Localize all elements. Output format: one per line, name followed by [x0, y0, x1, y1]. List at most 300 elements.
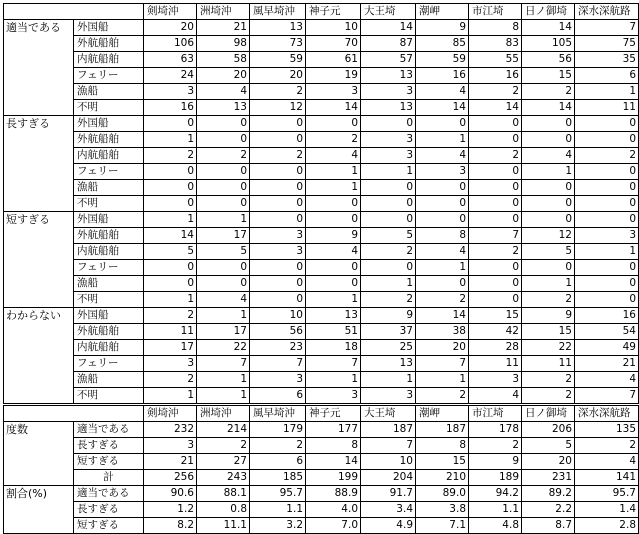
data-cell[interactable]: 7 — [197, 356, 250, 372]
data-cell[interactable]: 4 — [306, 148, 361, 164]
data-cell[interactable]: 1 — [522, 164, 575, 180]
data-cell[interactable]: 0 — [575, 164, 639, 180]
data-cell[interactable]: 0 — [250, 196, 306, 212]
data-cell[interactable]: 15 — [522, 324, 575, 340]
corner-cell[interactable] — [4, 4, 144, 20]
data-cell[interactable]: 0 — [416, 180, 469, 196]
data-cell[interactable]: 0 — [416, 212, 469, 228]
data-cell[interactable]: 16 — [469, 68, 522, 84]
data-cell[interactable]: 4.8 — [469, 518, 522, 534]
column-header[interactable]: 日ノ御埼 — [522, 4, 575, 20]
data-cell[interactable]: 8 — [306, 438, 361, 454]
data-cell[interactable]: 0 — [361, 116, 416, 132]
row-label[interactable]: 長すぎる — [74, 502, 144, 518]
total-cell[interactable]: 189 — [469, 470, 522, 486]
data-cell[interactable]: 14 — [522, 100, 575, 116]
data-cell[interactable]: 0 — [469, 196, 522, 212]
data-cell[interactable]: 2 — [250, 438, 306, 454]
data-cell[interactable]: 0 — [522, 180, 575, 196]
data-cell[interactable]: 177 — [306, 422, 361, 438]
data-cell[interactable]: 0 — [144, 164, 197, 180]
data-cell[interactable]: 89.2 — [522, 486, 575, 502]
data-cell[interactable]: 9 — [469, 454, 522, 470]
data-cell[interactable]: 63 — [144, 52, 197, 68]
data-cell[interactable]: 9 — [306, 228, 361, 244]
data-cell[interactable]: 70 — [306, 36, 361, 52]
data-cell[interactable]: 10 — [306, 20, 361, 36]
data-cell[interactable]: 7 — [469, 228, 522, 244]
data-cell[interactable]: 8.2 — [144, 518, 197, 534]
data-cell[interactable]: 214 — [197, 422, 250, 438]
data-cell[interactable]: 2 — [522, 292, 575, 308]
row-label[interactable]: 内航船舶 — [74, 244, 144, 260]
data-cell[interactable]: 3 — [361, 132, 416, 148]
column-header[interactable]: 洲埼沖 — [197, 405, 250, 422]
data-cell[interactable]: 1 — [361, 372, 416, 388]
data-cell[interactable]: 3 — [361, 148, 416, 164]
row-label[interactable]: 適当である — [74, 486, 144, 502]
data-cell[interactable]: 20 — [522, 454, 575, 470]
data-cell[interactable]: 0 — [361, 212, 416, 228]
column-header[interactable]: 風早埼沖 — [250, 405, 306, 422]
data-cell[interactable]: 1 — [144, 388, 197, 405]
data-cell[interactable]: 2 — [197, 148, 250, 164]
data-cell[interactable]: 4 — [575, 454, 639, 470]
row-label[interactable]: 漁船 — [74, 180, 144, 196]
column-header[interactable]: 洲埼沖 — [197, 4, 250, 20]
data-cell[interactable]: 13 — [361, 68, 416, 84]
data-cell[interactable]: 1 — [575, 244, 639, 260]
data-cell[interactable]: 4.9 — [361, 518, 416, 534]
data-cell[interactable]: 91.7 — [361, 486, 416, 502]
data-cell[interactable]: 2 — [469, 438, 522, 454]
data-cell[interactable]: 20 — [250, 68, 306, 84]
column-header[interactable]: 深水深航路 — [575, 4, 639, 20]
data-cell[interactable]: 2 — [144, 372, 197, 388]
data-cell[interactable]: 3.8 — [416, 502, 469, 518]
data-cell[interactable]: 2 — [469, 148, 522, 164]
row-label[interactable]: 漁船 — [74, 372, 144, 388]
data-cell[interactable]: 4 — [575, 372, 639, 388]
group-label[interactable]: 適当である — [4, 20, 74, 116]
data-cell[interactable]: 0 — [306, 196, 361, 212]
data-cell[interactable]: 2.2 — [522, 502, 575, 518]
data-cell[interactable]: 178 — [469, 422, 522, 438]
data-cell[interactable]: 0 — [197, 276, 250, 292]
data-cell[interactable]: 98 — [197, 36, 250, 52]
data-cell[interactable]: 7 — [575, 20, 639, 36]
data-cell[interactable]: 0 — [575, 196, 639, 212]
data-cell[interactable]: 7.1 — [416, 518, 469, 534]
data-cell[interactable]: 0 — [575, 260, 639, 276]
data-cell[interactable]: 3 — [250, 244, 306, 260]
data-cell[interactable]: 2 — [522, 84, 575, 100]
data-cell[interactable]: 85 — [416, 36, 469, 52]
row-label[interactable]: フェリー — [74, 260, 144, 276]
data-cell[interactable]: 12 — [250, 100, 306, 116]
column-header[interactable]: 市江埼 — [469, 4, 522, 20]
data-cell[interactable]: 2 — [575, 438, 639, 454]
total-label[interactable]: 計 — [74, 470, 144, 486]
data-cell[interactable]: 5 — [361, 228, 416, 244]
data-cell[interactable]: 13 — [250, 20, 306, 36]
data-cell[interactable]: 35 — [575, 52, 639, 68]
data-cell[interactable]: 56 — [250, 324, 306, 340]
data-cell[interactable]: 232 — [144, 422, 197, 438]
data-cell[interactable]: 0 — [144, 260, 197, 276]
data-cell[interactable]: 21 — [197, 20, 250, 36]
data-cell[interactable]: 12 — [522, 228, 575, 244]
data-cell[interactable]: 11 — [469, 356, 522, 372]
data-cell[interactable]: 1.2 — [144, 502, 197, 518]
data-cell[interactable]: 4 — [197, 84, 250, 100]
data-cell[interactable]: 0.8 — [197, 502, 250, 518]
data-cell[interactable]: 8.7 — [522, 518, 575, 534]
corner-cell[interactable] — [4, 405, 144, 422]
data-cell[interactable]: 0 — [469, 260, 522, 276]
data-cell[interactable]: 2 — [306, 132, 361, 148]
data-cell[interactable]: 42 — [469, 324, 522, 340]
data-cell[interactable]: 49 — [575, 340, 639, 356]
data-cell[interactable]: 5 — [522, 244, 575, 260]
data-cell[interactable]: 3 — [250, 228, 306, 244]
data-cell[interactable]: 7 — [361, 438, 416, 454]
row-label[interactable]: 外国船 — [74, 212, 144, 228]
data-cell[interactable]: 0 — [522, 212, 575, 228]
data-cell[interactable]: 13 — [361, 100, 416, 116]
data-cell[interactable]: 83 — [469, 36, 522, 52]
row-label[interactable]: 内航船舶 — [74, 52, 144, 68]
data-cell[interactable]: 2 — [144, 148, 197, 164]
column-header[interactable]: 神子元 — [306, 4, 361, 20]
group-label[interactable]: 短すぎる — [4, 212, 74, 308]
data-cell[interactable]: 1 — [197, 388, 250, 405]
data-cell[interactable]: 1 — [522, 276, 575, 292]
data-cell[interactable]: 0 — [575, 132, 639, 148]
data-cell[interactable]: 2 — [250, 84, 306, 100]
data-cell[interactable]: 3 — [361, 84, 416, 100]
column-header[interactable]: 剣埼沖 — [144, 4, 197, 20]
data-cell[interactable]: 2 — [522, 372, 575, 388]
group-label[interactable]: 長すぎる — [4, 116, 74, 212]
data-cell[interactable]: 0 — [575, 212, 639, 228]
data-cell[interactable]: 9 — [361, 308, 416, 324]
data-cell[interactable]: 2 — [522, 388, 575, 405]
data-cell[interactable]: 15 — [416, 454, 469, 470]
data-cell[interactable]: 4 — [522, 148, 575, 164]
data-cell[interactable]: 0 — [197, 196, 250, 212]
data-cell[interactable]: 20 — [144, 20, 197, 36]
column-header[interactable]: 日ノ御埼 — [522, 405, 575, 422]
data-cell[interactable]: 1 — [197, 212, 250, 228]
data-cell[interactable]: 0 — [361, 196, 416, 212]
data-cell[interactable]: 56 — [522, 52, 575, 68]
data-cell[interactable]: 24 — [144, 68, 197, 84]
data-cell[interactable]: 179 — [250, 422, 306, 438]
data-cell[interactable]: 11 — [522, 356, 575, 372]
data-cell[interactable]: 2 — [469, 244, 522, 260]
data-cell[interactable]: 8 — [416, 228, 469, 244]
total-cell[interactable]: 210 — [416, 470, 469, 486]
data-cell[interactable]: 3 — [306, 388, 361, 405]
data-cell[interactable]: 0 — [469, 212, 522, 228]
data-cell[interactable]: 0 — [522, 260, 575, 276]
row-label[interactable]: 内航船舶 — [74, 148, 144, 164]
data-cell[interactable]: 59 — [416, 52, 469, 68]
data-cell[interactable]: 5 — [197, 244, 250, 260]
data-cell[interactable]: 11 — [144, 324, 197, 340]
data-cell[interactable]: 13 — [361, 356, 416, 372]
data-cell[interactable]: 0 — [306, 116, 361, 132]
data-cell[interactable]: 28 — [469, 340, 522, 356]
data-cell[interactable]: 14 — [144, 228, 197, 244]
row-label[interactable]: フェリー — [74, 356, 144, 372]
data-cell[interactable]: 94.2 — [469, 486, 522, 502]
data-cell[interactable]: 55 — [469, 52, 522, 68]
data-cell[interactable]: 0 — [522, 116, 575, 132]
data-cell[interactable]: 4 — [416, 148, 469, 164]
row-label[interactable]: 短すぎる — [74, 518, 144, 534]
row-label[interactable]: 不明 — [74, 100, 144, 116]
column-header[interactable]: 深水深航路 — [575, 405, 639, 422]
data-cell[interactable]: 51 — [306, 324, 361, 340]
data-cell[interactable]: 3.2 — [250, 518, 306, 534]
data-cell[interactable]: 14 — [522, 20, 575, 36]
data-cell[interactable]: 89.0 — [416, 486, 469, 502]
row-label[interactable]: 外航船舶 — [74, 324, 144, 340]
data-cell[interactable]: 0 — [250, 180, 306, 196]
data-cell[interactable]: 2 — [469, 84, 522, 100]
data-cell[interactable]: 8 — [469, 20, 522, 36]
data-cell[interactable]: 106 — [144, 36, 197, 52]
data-cell[interactable]: 54 — [575, 324, 639, 340]
data-cell[interactable]: 0 — [144, 180, 197, 196]
data-cell[interactable]: 2 — [361, 244, 416, 260]
data-cell[interactable]: 0 — [416, 196, 469, 212]
data-cell[interactable]: 3 — [361, 388, 416, 405]
total-cell[interactable]: 243 — [197, 470, 250, 486]
data-cell[interactable]: 187 — [416, 422, 469, 438]
data-cell[interactable]: 2 — [144, 308, 197, 324]
data-cell[interactable]: 3 — [416, 164, 469, 180]
data-cell[interactable]: 21 — [575, 356, 639, 372]
data-cell[interactable]: 1 — [306, 292, 361, 308]
data-cell[interactable]: 3 — [144, 356, 197, 372]
data-cell[interactable]: 5 — [522, 438, 575, 454]
data-cell[interactable]: 14 — [361, 20, 416, 36]
data-cell[interactable]: 0 — [197, 260, 250, 276]
column-header[interactable]: 潮岬 — [416, 405, 469, 422]
data-cell[interactable]: 187 — [361, 422, 416, 438]
data-cell[interactable]: 14 — [306, 100, 361, 116]
data-cell[interactable]: 9 — [416, 20, 469, 36]
data-cell[interactable]: 6 — [575, 68, 639, 84]
data-cell[interactable]: 22 — [197, 340, 250, 356]
data-cell[interactable]: 0 — [306, 276, 361, 292]
data-cell[interactable]: 0 — [250, 132, 306, 148]
data-cell[interactable]: 1 — [361, 164, 416, 180]
data-cell[interactable]: 6 — [250, 454, 306, 470]
data-cell[interactable]: 1 — [144, 132, 197, 148]
column-header[interactable]: 剣埼沖 — [144, 405, 197, 422]
data-cell[interactable]: 14 — [469, 100, 522, 116]
data-cell[interactable]: 1 — [361, 276, 416, 292]
data-cell[interactable]: 14 — [306, 454, 361, 470]
data-cell[interactable]: 0 — [250, 292, 306, 308]
data-cell[interactable]: 7 — [306, 356, 361, 372]
data-cell[interactable]: 9 — [522, 308, 575, 324]
data-cell[interactable]: 95.7 — [575, 486, 639, 502]
row-label[interactable]: 外航船舶 — [74, 228, 144, 244]
data-cell[interactable]: 17 — [197, 324, 250, 340]
data-cell[interactable]: 1.4 — [575, 502, 639, 518]
data-cell[interactable]: 4 — [416, 244, 469, 260]
data-cell[interactable]: 7.0 — [306, 518, 361, 534]
data-cell[interactable]: 61 — [306, 52, 361, 68]
data-cell[interactable]: 0 — [197, 116, 250, 132]
data-cell[interactable]: 88.9 — [306, 486, 361, 502]
group-label[interactable]: わからない — [4, 308, 74, 405]
data-cell[interactable]: 0 — [144, 116, 197, 132]
data-cell[interactable]: 0 — [575, 292, 639, 308]
data-cell[interactable]: 0 — [575, 116, 639, 132]
data-cell[interactable]: 105 — [522, 36, 575, 52]
column-header[interactable]: 大王埼 — [361, 4, 416, 20]
data-cell[interactable]: 3 — [144, 438, 197, 454]
data-cell[interactable]: 21 — [144, 454, 197, 470]
data-cell[interactable]: 3 — [469, 372, 522, 388]
data-cell[interactable]: 14 — [416, 308, 469, 324]
data-cell[interactable]: 0 — [250, 164, 306, 180]
ratio-label[interactable]: 割合(%) — [4, 486, 74, 534]
data-cell[interactable]: 0 — [416, 276, 469, 292]
data-cell[interactable]: 1 — [416, 372, 469, 388]
row-label[interactable]: 不明 — [74, 388, 144, 405]
data-cell[interactable]: 7 — [416, 356, 469, 372]
data-cell[interactable]: 4 — [469, 388, 522, 405]
data-cell[interactable]: 20 — [416, 340, 469, 356]
data-cell[interactable]: 1 — [306, 164, 361, 180]
total-cell[interactable]: 185 — [250, 470, 306, 486]
row-label[interactable]: 短すぎる — [74, 454, 144, 470]
data-cell[interactable]: 0 — [250, 276, 306, 292]
data-cell[interactable]: 5 — [144, 244, 197, 260]
row-label[interactable]: 外国船 — [74, 308, 144, 324]
row-label[interactable]: 外国船 — [74, 20, 144, 36]
data-cell[interactable]: 87 — [361, 36, 416, 52]
freq-label[interactable]: 度数 — [4, 422, 74, 486]
data-cell[interactable]: 0 — [197, 180, 250, 196]
data-cell[interactable]: 1 — [306, 180, 361, 196]
data-cell[interactable]: 1 — [575, 84, 639, 100]
data-cell[interactable]: 1 — [144, 212, 197, 228]
data-cell[interactable]: 25 — [361, 340, 416, 356]
data-cell[interactable]: 0 — [469, 292, 522, 308]
data-cell[interactable]: 2 — [575, 148, 639, 164]
data-cell[interactable]: 4 — [306, 244, 361, 260]
data-cell[interactable]: 38 — [416, 324, 469, 340]
data-cell[interactable]: 73 — [250, 36, 306, 52]
data-cell[interactable]: 17 — [197, 228, 250, 244]
row-label[interactable]: 外航船舶 — [74, 132, 144, 148]
data-cell[interactable]: 0 — [144, 196, 197, 212]
data-cell[interactable]: 0 — [469, 132, 522, 148]
column-header[interactable]: 大王埼 — [361, 405, 416, 422]
data-cell[interactable]: 88.1 — [197, 486, 250, 502]
data-cell[interactable]: 16 — [575, 308, 639, 324]
data-cell[interactable]: 0 — [522, 132, 575, 148]
data-cell[interactable]: 2 — [416, 388, 469, 405]
row-label[interactable]: 長すぎる — [74, 438, 144, 454]
row-label[interactable]: 適当である — [74, 422, 144, 438]
data-cell[interactable]: 16 — [144, 100, 197, 116]
data-cell[interactable]: 11.1 — [197, 518, 250, 534]
row-label[interactable]: 漁船 — [74, 84, 144, 100]
data-cell[interactable]: 23 — [250, 340, 306, 356]
data-cell[interactable]: 16 — [416, 68, 469, 84]
data-cell[interactable]: 0 — [469, 276, 522, 292]
data-cell[interactable]: 1.1 — [250, 502, 306, 518]
data-cell[interactable]: 0 — [250, 116, 306, 132]
data-cell[interactable]: 0 — [361, 180, 416, 196]
data-cell[interactable]: 2 — [197, 438, 250, 454]
data-cell[interactable]: 4.0 — [306, 502, 361, 518]
data-cell[interactable]: 2 — [361, 292, 416, 308]
data-cell[interactable]: 10 — [250, 308, 306, 324]
data-cell[interactable]: 75 — [575, 36, 639, 52]
data-cell[interactable]: 8 — [416, 438, 469, 454]
data-cell[interactable]: 27 — [197, 454, 250, 470]
data-cell[interactable]: 3 — [575, 228, 639, 244]
total-cell[interactable]: 231 — [522, 470, 575, 486]
data-cell[interactable]: 1 — [306, 372, 361, 388]
data-cell[interactable]: 10 — [361, 454, 416, 470]
data-cell[interactable]: 90.6 — [144, 486, 197, 502]
data-cell[interactable]: 20 — [197, 68, 250, 84]
data-cell[interactable]: 0 — [197, 164, 250, 180]
data-cell[interactable]: 3 — [250, 372, 306, 388]
data-cell[interactable]: 0 — [306, 260, 361, 276]
data-cell[interactable]: 2 — [250, 148, 306, 164]
row-label[interactable]: 不明 — [74, 196, 144, 212]
data-cell[interactable]: 22 — [522, 340, 575, 356]
data-cell[interactable]: 37 — [361, 324, 416, 340]
data-cell[interactable]: 0 — [306, 212, 361, 228]
data-cell[interactable]: 0 — [575, 180, 639, 196]
row-label[interactable]: 漁船 — [74, 276, 144, 292]
total-cell[interactable]: 204 — [361, 470, 416, 486]
total-cell[interactable]: 256 — [144, 470, 197, 486]
data-cell[interactable]: 1 — [197, 308, 250, 324]
data-cell[interactable]: 4 — [416, 84, 469, 100]
row-label[interactable]: 内航船舶 — [74, 340, 144, 356]
data-cell[interactable]: 1.1 — [469, 502, 522, 518]
data-cell[interactable]: 18 — [306, 340, 361, 356]
data-cell[interactable]: 17 — [144, 340, 197, 356]
total-cell[interactable]: 199 — [306, 470, 361, 486]
data-cell[interactable]: 13 — [197, 100, 250, 116]
data-cell[interactable]: 206 — [522, 422, 575, 438]
data-cell[interactable]: 0 — [250, 212, 306, 228]
data-cell[interactable]: 1 — [416, 260, 469, 276]
data-cell[interactable]: 135 — [575, 422, 639, 438]
data-cell[interactable]: 15 — [522, 68, 575, 84]
column-header[interactable]: 潮岬 — [416, 4, 469, 20]
column-header[interactable]: 市江埼 — [469, 405, 522, 422]
data-cell[interactable]: 1 — [416, 132, 469, 148]
column-header[interactable]: 風早埼沖 — [250, 4, 306, 20]
data-cell[interactable]: 2 — [416, 292, 469, 308]
